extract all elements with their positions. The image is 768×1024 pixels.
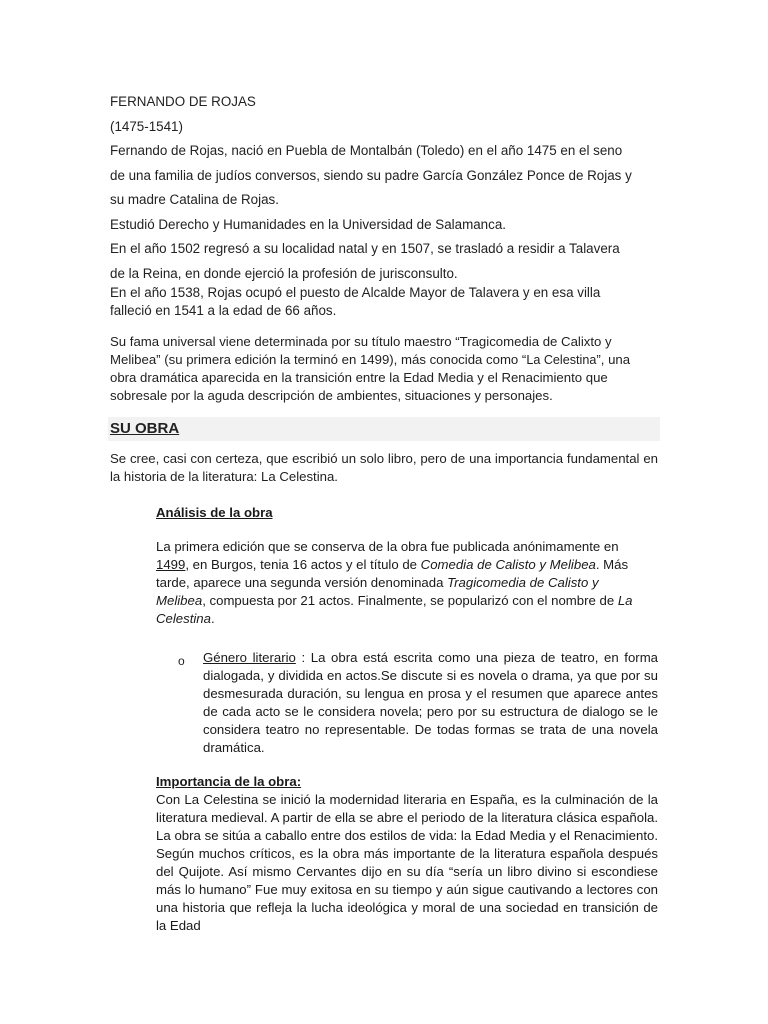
fame-title: La Celestina — [526, 353, 597, 367]
bio-line: de la Reina, en donde ejerció la profesión de jurisconsulto. — [110, 266, 458, 281]
analisis-text: , compuesta por 21 actos. Finalmente, se popularizó con el nombre de — [202, 593, 618, 608]
bullet-marker: o — [178, 654, 185, 668]
work-title: Tragicomedia de Calisto y Melibea — [156, 575, 599, 608]
section-heading-su-obra — [108, 417, 660, 441]
section-heading-text: SU OBRA — [110, 420, 180, 437]
analisis-text: . — [210, 611, 215, 626]
genero-label: Género literario — [203, 650, 296, 665]
analisis-text: . Más tarde, aparece una segunda versión denominada — [156, 557, 629, 590]
importancia-heading: Importancia de la obra: — [156, 774, 302, 789]
bio-line: Estudió Derecho y Humanidades en la Universidad de Salamanca. — [110, 217, 506, 232]
bio-line: falleció en 1541 a la edad de 66 años. — [110, 303, 337, 318]
bio-line: En el año 1538, Rojas ocupó el puesto de Alcalde Mayor de Talavera y en esa villa — [110, 285, 601, 300]
analisis-heading: Análisis de la obra — [156, 505, 273, 520]
analisis-paragraph — [156, 538, 644, 628]
author-name: FERNANDO DE ROJAS — [110, 94, 256, 109]
genero-text: : La obra está escrita como una pieza de teatro, en forma dialogada, y dividida en actos.Se discute si es novela o drama, ya que por su desmesurada duración, su lengua en prosa y el resumen que aparece antes de cada acto se le considera novela; pero por su estructura de dialogo se le considera teatro no representable. De todas formas se trata de una novela dramática. — [203, 650, 659, 755]
genero-paragraph — [203, 649, 658, 757]
bio-line: En el año 1502 regresó a su localidad natal y en 1507, se trasladó a residir a Talavera — [110, 241, 620, 256]
importancia-paragraph: Con La Celestina se inició la modernidad literaria en España, es la culminación de la literatura medieval. A partir de ella se abre el periodo de la literatura clásica española. La obra se sitúa a caballo entre dos estilos de vida: la Edad Media y el Renacimiento. Según muchos críticos, es la obra más importante de la literatura española después del Quijote. Así mismo Cervantes dijo en su día “sería un libro divino si escondiese más lo humano” Fue muy exitosa en su tiempo y aún sigue cautivando a lectores con una historia que refleja la lucha ideológica y moral de una sociedad en transición de la Edad — [156, 792, 658, 933]
analisis-text: , en Burgos, tenia 16 actos y el título de — [185, 557, 421, 572]
bio-line: su madre Catalina de Rojas. — [110, 192, 279, 207]
work-title: La Celestina — [156, 593, 633, 626]
bio-line: de una familia de judíos conversos, siendo su padre García González Ponce de Rojas y — [110, 168, 632, 183]
su-obra-paragraph: Se cree, casi con certeza, que escribió un solo libro, pero de una importancia fundamental en la historia de la literatura: La Celestina. — [110, 451, 658, 484]
author-years: (1475-1541) — [110, 119, 183, 134]
fame-text-1: Su fama universal viene determinada por su título maestro “Tragicomedia de Calixto y Melibea” (su primera edición la terminó en 1499), más conocida como “ — [110, 334, 612, 367]
bio-line: Fernando de Rojas, nació en Puebla de Montalbán (Toledo) en el año 1475 en el seno — [110, 143, 623, 158]
analisis-year: 1499 — [156, 557, 186, 572]
analisis-text: La primera edición que se conserva de la obra fue publicada anónimamente en — [156, 539, 619, 554]
fame-text-2: ”, una obra dramática aparecida en la transición entre la Edad Media y el Renacimiento que sobresale por la aguda descripción de ambientes, situaciones y personajes. — [110, 352, 631, 403]
fame-paragraph — [110, 333, 658, 405]
work-title: Comedia de Calisto y Melibea — [420, 557, 596, 572]
